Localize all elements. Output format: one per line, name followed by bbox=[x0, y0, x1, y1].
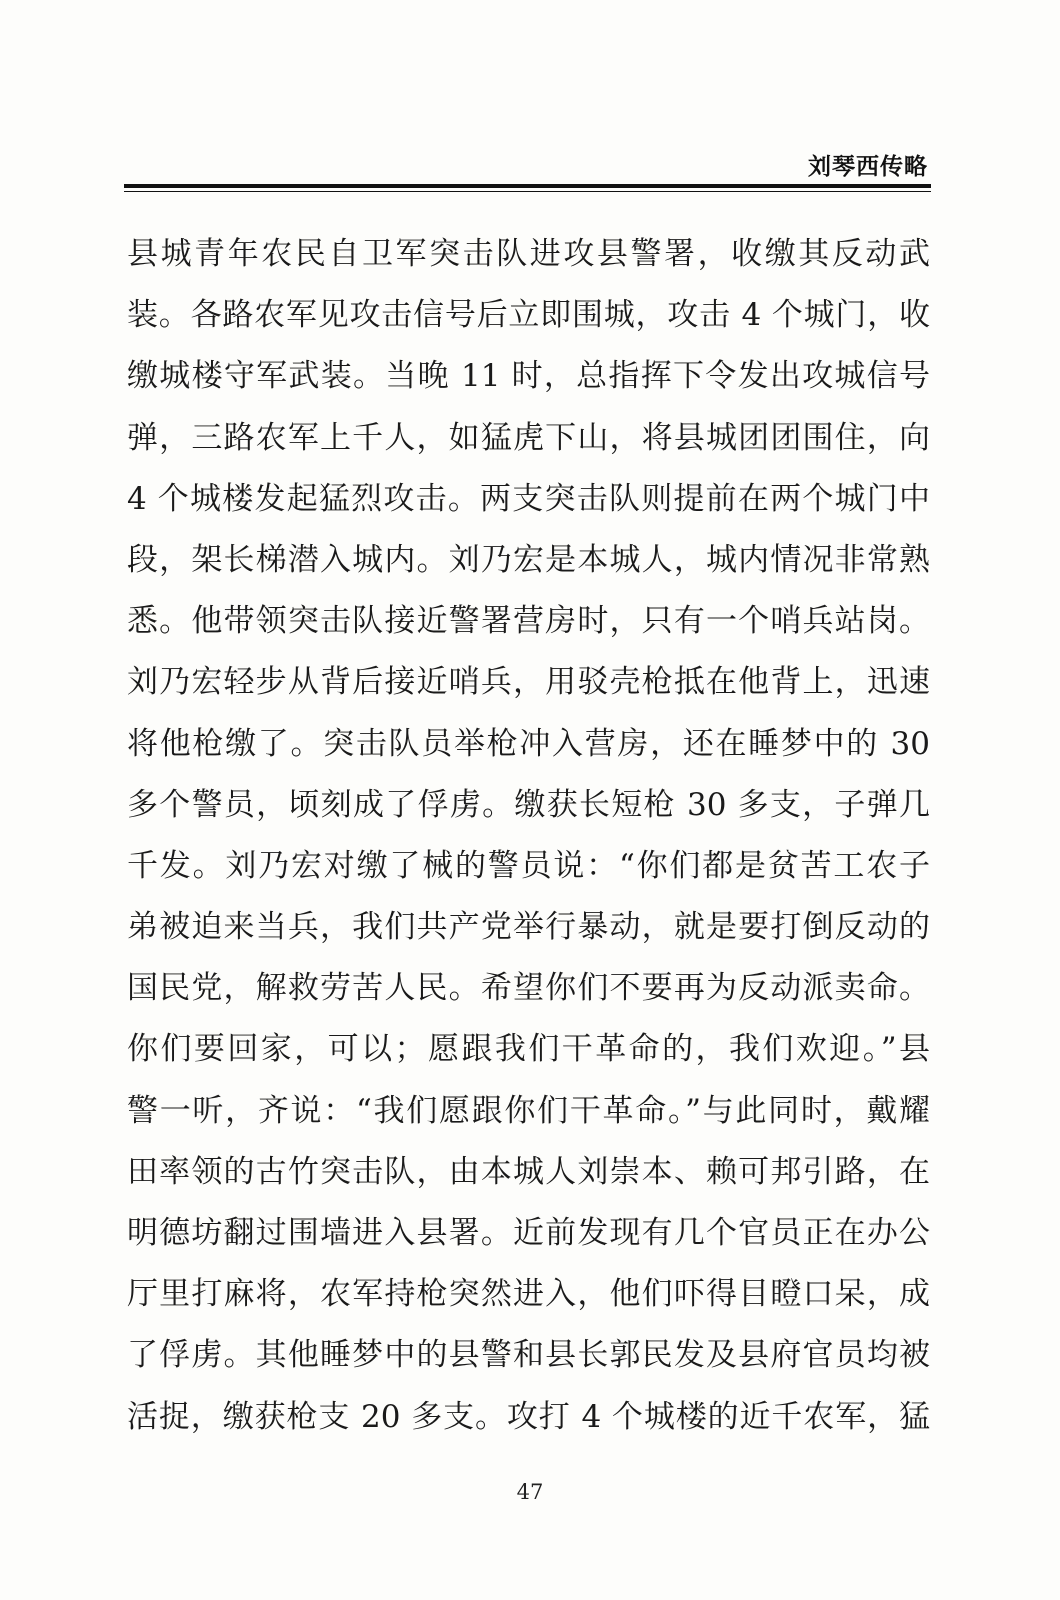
text-line: 千发。刘乃宏对缴了械的警员说：“你们都是贫苦工农子 bbox=[127, 847, 930, 884]
text-line: 弟被迫来当兵，我们共产党举行暴动，就是要打倒反动的 bbox=[127, 909, 930, 946]
text-line: 弹，三路农军上千人，如猛虎下山，将县城团团围住，向 bbox=[127, 419, 930, 456]
text-line: 厅里打麻将，农军持枪突然进入，他们吓得目瞪口呆，成 bbox=[127, 1276, 930, 1313]
text-line: 段，架长梯潜入城内。刘乃宏是本城人，城内情况非常熟 bbox=[127, 541, 930, 578]
text-line: 悉。他带领突击队接近警署营房时，只有一个哨兵站岗。 bbox=[127, 603, 930, 640]
text-line: 4 个城楼发起猛烈攻击。两支突击队则提前在两个城门中 bbox=[127, 480, 930, 517]
text-line: 明德坊翻过围墙进入县署。近前发现有几个官员正在办公 bbox=[127, 1215, 930, 1251]
text-line: 你们要回家，可以；愿跟我们干革命的，我们欢迎。”县 bbox=[127, 1031, 930, 1068]
text-line: 田率领的古竹突击队，由本城人刘崇本、赖可邦引路，在 bbox=[127, 1153, 930, 1190]
text-line: 国民党，解救劳苦人民。希望你们不要再为反动派卖命。 bbox=[127, 970, 930, 1007]
text-line: 多个警员，顷刻成了俘虏。缴获长短枪 30 多支，子弹几 bbox=[127, 786, 930, 823]
text-line: 了俘虏。其他睡梦中的县警和县长郭民发及县府官员均被 bbox=[127, 1337, 930, 1374]
body-text bbox=[127, 224, 930, 1448]
text-line: 缴城楼守军武装。当晚 11 时，总指挥下令发出攻城信号 bbox=[127, 358, 930, 395]
text-line: 活捉，缴获枪支 20 多支。攻打 4 个城楼的近千农军，猛 bbox=[127, 1398, 930, 1435]
running-header: 刘琴西传略 bbox=[808, 154, 928, 180]
page-number: 47 bbox=[516, 1480, 544, 1504]
text-line: 县城青年农民自卫军突击队进攻县警署，收缴其反动武 bbox=[127, 236, 930, 272]
header-rule-thin bbox=[124, 191, 931, 192]
header-rule-thick bbox=[124, 184, 931, 188]
text-line: 警一听，齐说：“我们愿跟你们干革命。”与此同时，戴耀 bbox=[127, 1092, 930, 1129]
text-line: 将他枪缴了。突击队员举枪冲入营房，还在睡梦中的 30 bbox=[127, 725, 930, 762]
text-line: 刘乃宏轻步从背后接近哨兵，用驳壳枪抵在他背上，迅速 bbox=[127, 664, 930, 701]
text-line: 装。各路农军见攻击信号后立即围城，攻击 4 个城门，收 bbox=[127, 297, 930, 334]
